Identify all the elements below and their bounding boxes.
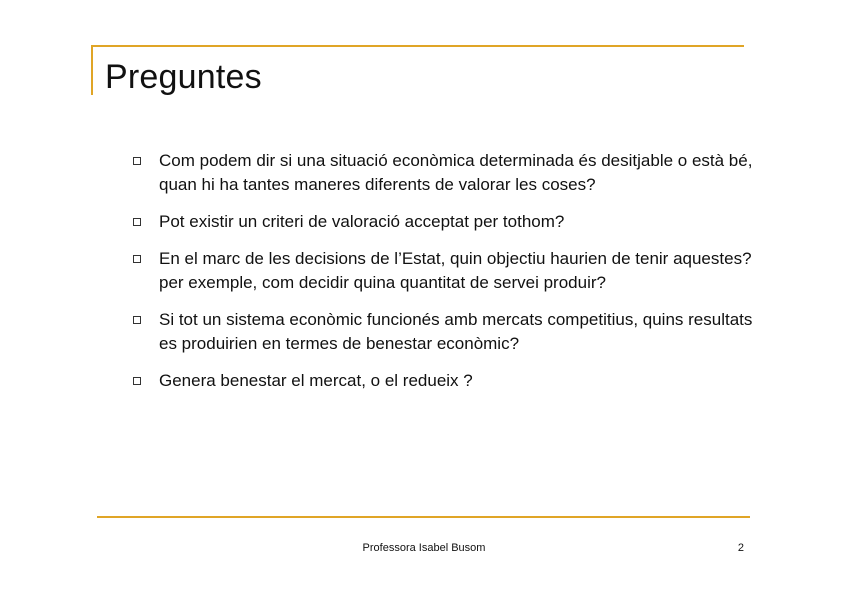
bullet-text: Si tot un sistema econòmic funcionés amb mercats competitius, quins resultats es produirien en termes de benestar econòmic? [159,310,753,353]
square-bullet-icon [133,316,141,324]
bullet-item [133,369,753,393]
bullet-item [133,149,753,197]
bullet-list [133,149,753,406]
square-bullet-icon [133,157,141,165]
footer-author: Professora Isabel Busom [362,542,486,554]
bullet-item [133,247,753,295]
bullet-item [133,210,753,234]
title-rule-left [91,45,93,95]
bullet-text: Genera benestar el mercat, o el redueix ? [159,371,473,390]
title-rule-top [91,45,744,47]
square-bullet-icon [133,255,141,263]
bullet-text: Pot existir un criteri de valoració acceptat per tothom? [159,212,565,231]
bullet-text: Com podem dir si una situació econòmica determinada és desitjable o està bé, quan hi ha tantes maneres diferents de valorar les coses? [159,151,753,194]
slide-title: Preguntes [105,58,262,96]
square-bullet-icon [133,218,141,226]
bullet-item [133,308,753,356]
bullet-text: En el marc de les decisions de l’Estat, quin objectiu haurien de tenir aquestes? per exemple, com decidir quina quantitat de servei produir? [159,249,752,292]
page-number: 2 [737,542,744,554]
square-bullet-icon [133,377,141,385]
footer-rule [97,516,750,518]
